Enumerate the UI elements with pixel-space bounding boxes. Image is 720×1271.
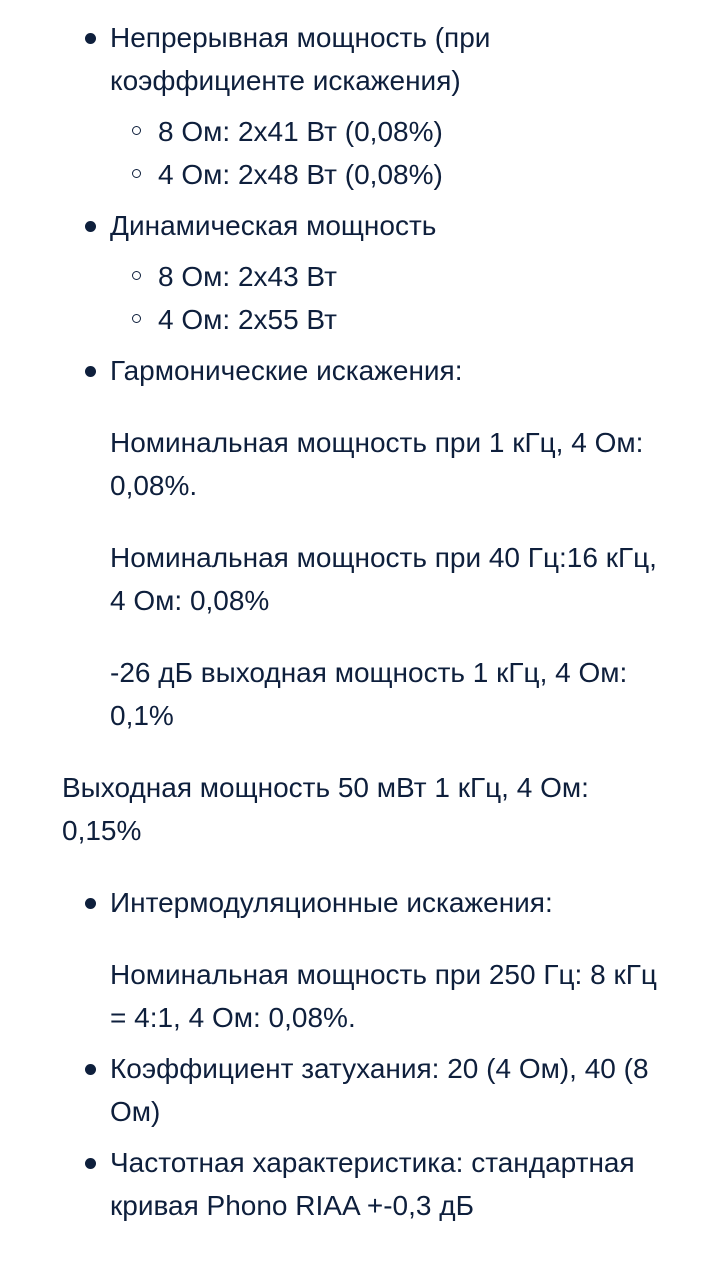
bullet-disc-icon (85, 366, 96, 377)
spec-list-top (62, 16, 658, 737)
sub-list-item (110, 298, 658, 341)
list-item-text: Интермодуляционные искажения: (110, 887, 553, 918)
list-item-text: Частотная характеристика: стандартная кривая Phono RIAA +-0,3 дБ (110, 1147, 635, 1221)
list-item-text: Динамическая мощность (110, 210, 437, 241)
list-item-frequency-response (62, 1141, 658, 1227)
bullet-disc-icon (85, 33, 96, 44)
bullet-disc-icon (85, 1064, 96, 1075)
bullet-circle-icon (132, 314, 141, 323)
sub-list-item (110, 110, 658, 153)
bullet-circle-icon (132, 126, 141, 135)
sub-list-item (110, 255, 658, 298)
paragraph: Номинальная мощность при 250 Гц: 8 кГц = 4:1, 4 Ом: 0,08%. (110, 959, 657, 1033)
sub-list (110, 110, 658, 196)
sub-item-text: 4 Ом: 2х55 Вт (158, 304, 338, 335)
bullet-disc-icon (85, 1158, 96, 1169)
bullet-circle-icon (132, 169, 141, 178)
paragraph: Номинальная мощность при 40 Гц:16 кГц, 4 Ом: 0,08% (110, 542, 657, 616)
list-item-intermodulation (62, 881, 658, 1039)
bullet-disc-icon (85, 221, 96, 232)
list-item-text: Непрерывная мощность (при коэффициенте искажения) (110, 22, 491, 96)
bullet-circle-icon (132, 271, 141, 280)
paragraph: -26 дБ выходная мощность 1 кГц, 4 Ом: 0,1% (110, 657, 628, 731)
list-item-continuous-power (62, 16, 658, 196)
sub-item-text: 8 Ом: 2х43 Вт (158, 261, 338, 292)
bullet-disc-icon (85, 898, 96, 909)
list-item-harmonic-distortion (62, 349, 658, 737)
sub-list-item (110, 153, 658, 196)
list-item-text: Коэффициент затухания: 20 (4 Ом), 40 (8 Ом) (110, 1053, 649, 1127)
sub-item-text: 8 Ом: 2х41 Вт (0,08%) (158, 116, 443, 147)
list-item-text: Гармонические искажения: (110, 355, 463, 386)
spec-list-bottom (62, 881, 658, 1227)
paragraph: Номинальная мощность при 1 кГц, 4 Ом: 0,08%. (110, 427, 644, 501)
sub-item-text: 4 Ом: 2х48 Вт (0,08%) (158, 159, 443, 190)
list-item-damping-factor (62, 1047, 658, 1133)
output-power-paragraph: Выходная мощность 50 мВт 1 кГц, 4 Ом: 0,15% (62, 772, 589, 846)
list-item-dynamic-power (62, 204, 658, 341)
sub-list (110, 255, 658, 341)
